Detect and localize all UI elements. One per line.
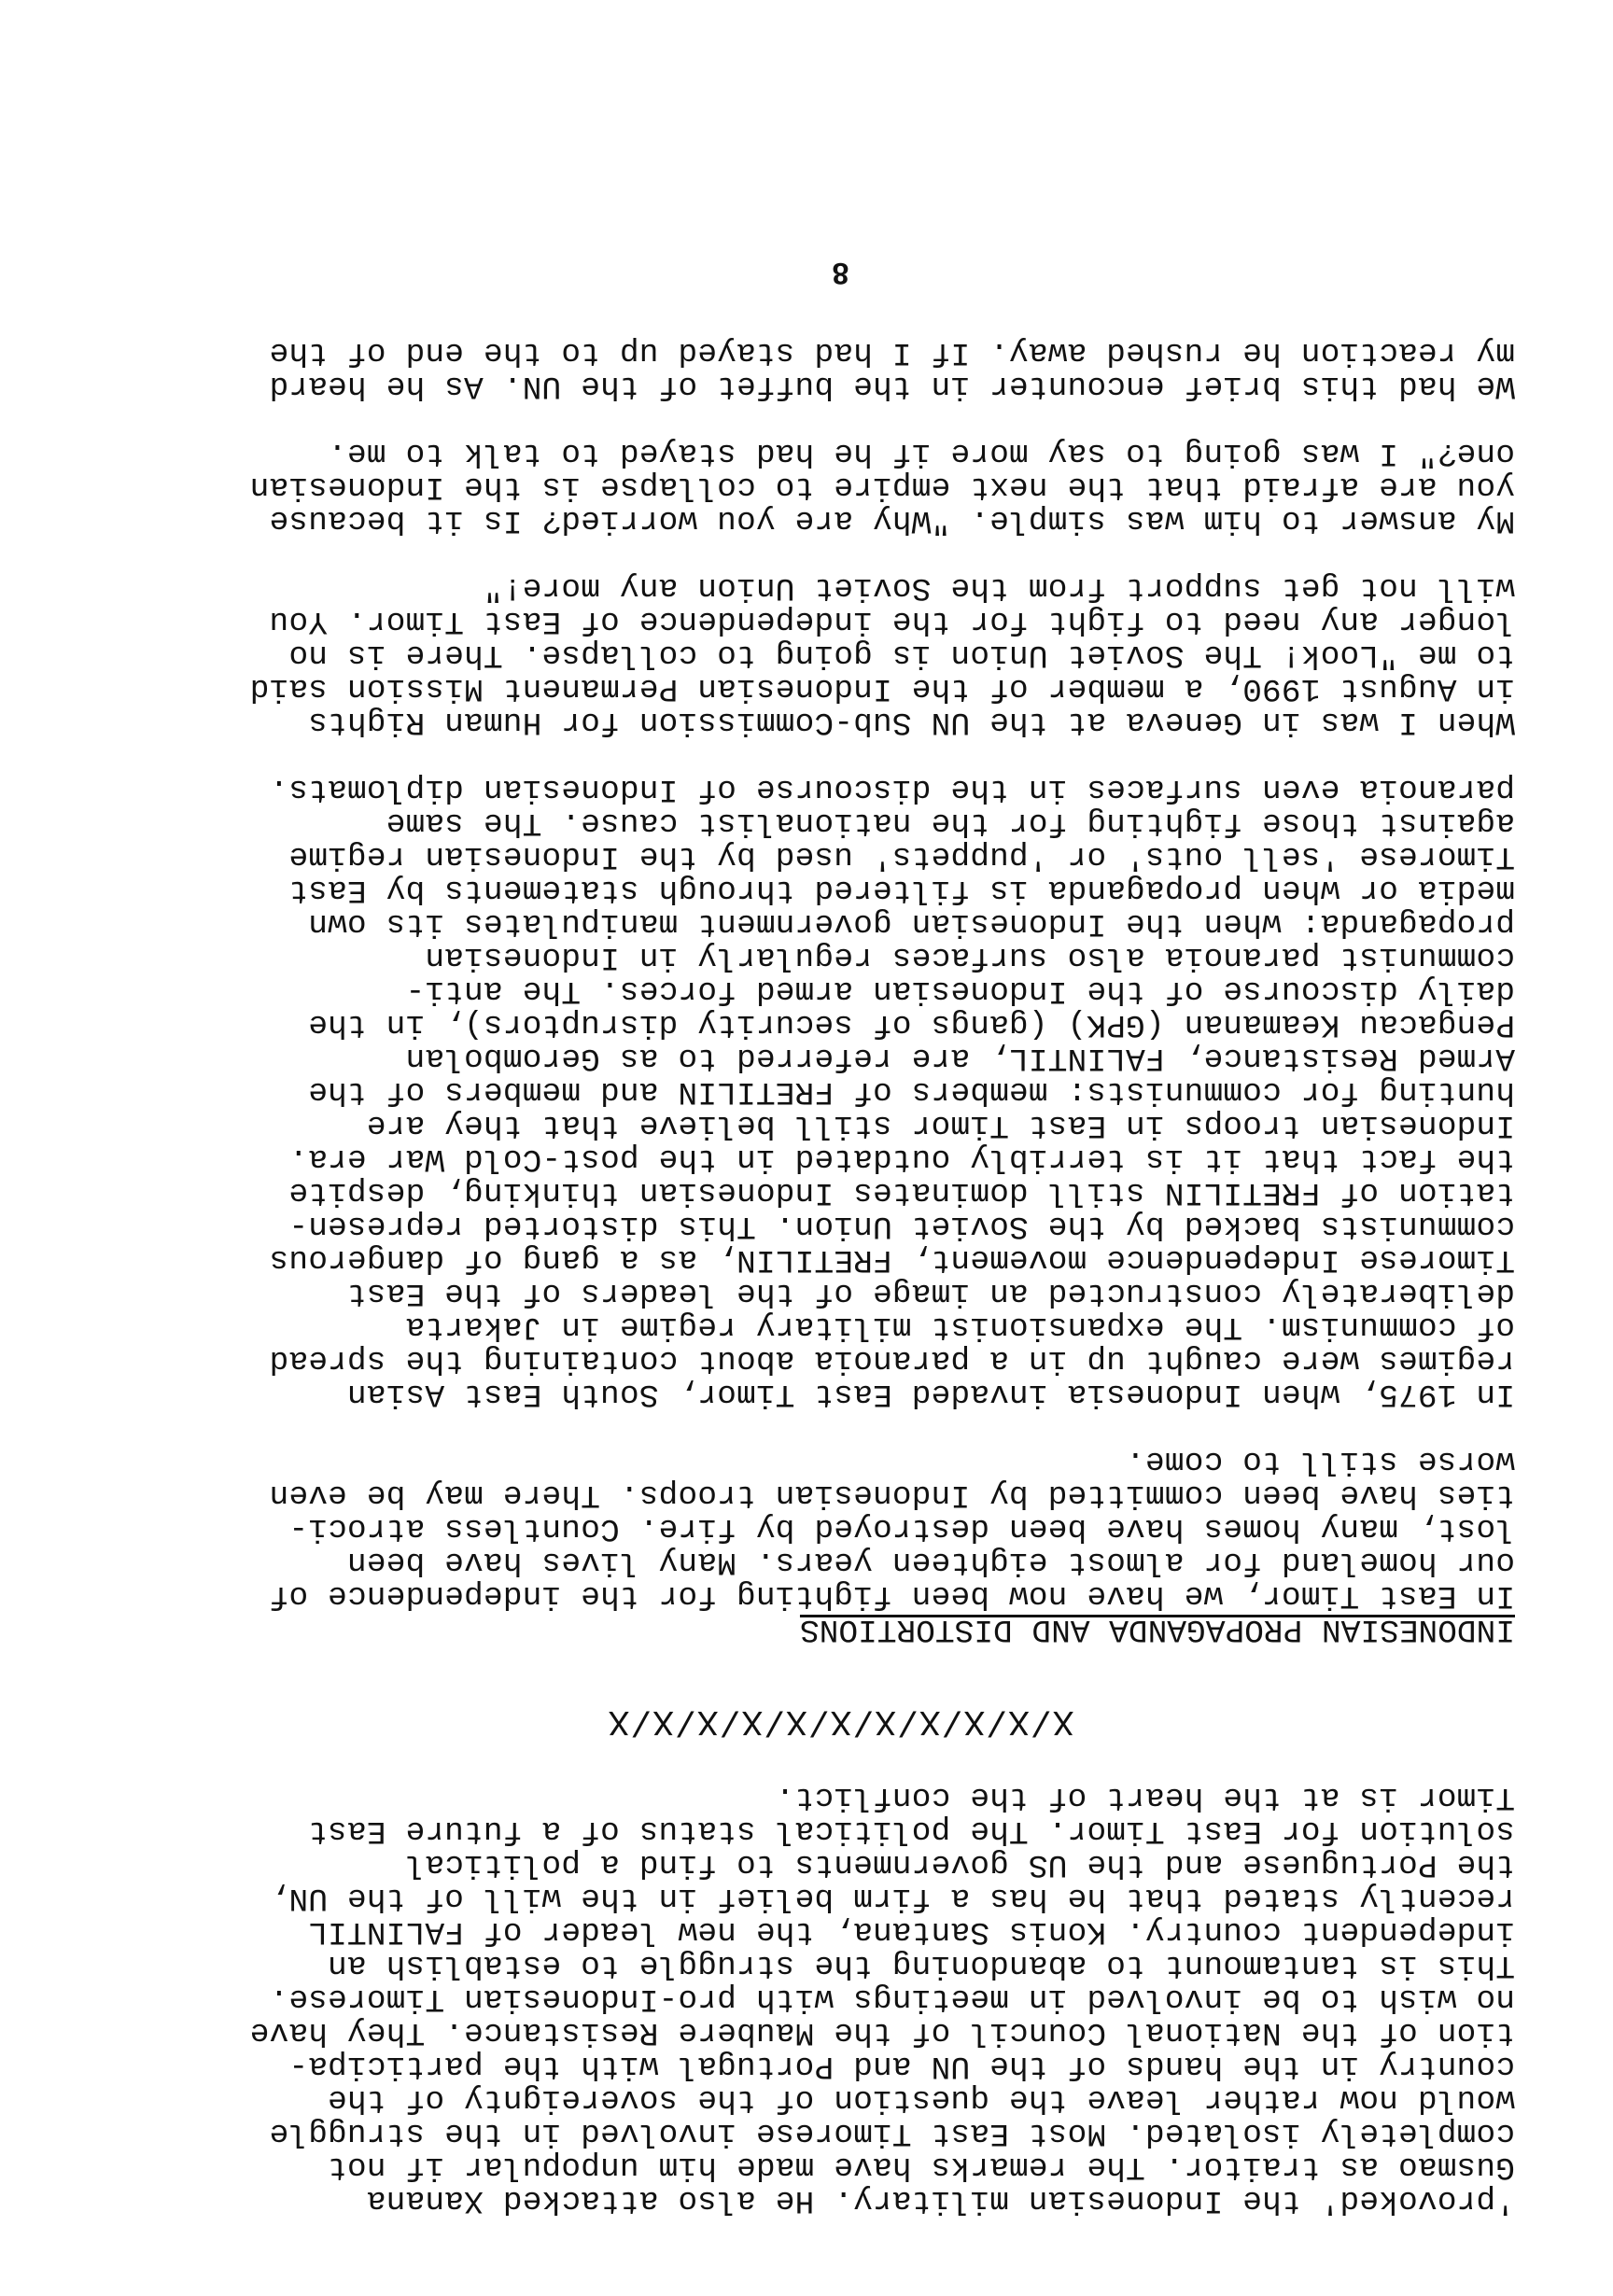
text-line: My answer to him was simple. "Why are you worried? Is it because xyxy=(269,502,1515,539)
text-line: the fact that it is terribly outdated in the post-Cold War era. xyxy=(288,1141,1515,1177)
paragraph-answer xyxy=(166,436,1515,537)
text-line: We had this brief encounter in the buffet of the UN. As he heard xyxy=(269,368,1515,404)
text-line: This is tantamount to abandoning the struggle to establish an xyxy=(327,1947,1515,1983)
text-line: daily discourse of the Indonesian armed forces. The anti- xyxy=(405,973,1515,1009)
text-line: 'provoked' the Indonesian military. He also attacked Xanana xyxy=(366,2182,1515,2219)
text-line: no wish to be involved in meetings with pro-Indonesian Timorese. xyxy=(269,1981,1515,2017)
text-line: against those fighting for the nationalist cause. The same xyxy=(386,805,1515,841)
text-line: my reaction he rushed away. If I had stayed up to the end of the xyxy=(269,334,1515,371)
page-content xyxy=(166,257,1515,2217)
text-line: deliberately constructed an image of the leaders of the East xyxy=(346,1275,1515,1311)
text-line: ties have been committed by Indonesian troops. There may be even xyxy=(269,1477,1515,1513)
text-line: independent country. Konis Santana, the new leader of FALINTIL xyxy=(308,1913,1515,1950)
text-line: media or when propaganda is filtered through statements by East xyxy=(288,872,1515,908)
text-line: country in the hands of the UN and Portugal with the participa- xyxy=(288,2048,1515,2084)
text-line: our homeland for almost eighteen years. Many lives have been xyxy=(346,1544,1515,1580)
paragraph-intro xyxy=(166,1444,1515,1612)
page-number: 8 xyxy=(832,257,849,290)
text-line: tion of the National Council of the Maubere Resistance. They have xyxy=(249,2014,1515,2051)
paragraph-1975 xyxy=(166,772,1515,1410)
text-line: In East Timor, we have now been fighting for the independence of xyxy=(269,1577,1515,1614)
text-line: Timorese 'sell outs' or 'puppets' used by the Indonesian regime xyxy=(288,838,1515,875)
text-line: of communism. The expansionist military regime in Jakarta xyxy=(405,1309,1515,1345)
text-line: recently stated that he has a firm belief in the will of the UN, xyxy=(269,1880,1515,1916)
text-line: would now rather leave the question of the sovereignty of the xyxy=(327,2081,1515,2118)
section-heading-wrap xyxy=(166,1612,1515,1645)
text-line: solution for East Timor. The political status of a future East xyxy=(308,1813,1515,1849)
text-line: lost, many homes have been destroyed by fire. Countless atroci- xyxy=(288,1510,1515,1547)
section-heading: INDONESIAN PROPAGANDA AND DISTORTIONS xyxy=(799,1611,1515,1647)
text-line: Gusmao as traitor. The remarks have made him unpopular if not xyxy=(327,2149,1515,2185)
text-line: Indonesian troops in East Timor still believe that they are xyxy=(366,1107,1515,1143)
text-line: Pengacau Keamanan (GPK) (gangs of security disruptors), in the xyxy=(308,1006,1515,1043)
text-line: in August 1990, a member of the Indonesian Permanent Mission said xyxy=(249,670,1515,707)
text-line: to me "Look! The Soviet Union is going to collapse. There is no xyxy=(288,637,1515,673)
text-line: Timorese Independence movement, FRETILIN, as a gang of dangerous xyxy=(269,1241,1515,1278)
text-line: the Portuguese and the US governments to find a political xyxy=(405,1846,1515,1883)
text-line: hunting for communists: members of FRETILIN and members of the xyxy=(308,1073,1515,1110)
paragraph-continuation xyxy=(166,1780,1515,2217)
text-line: longer any need to fight for the independence of East Timor. You xyxy=(269,603,1515,639)
text-line: paranoia even surfaces in the discourse of Indonesian diplomats. xyxy=(269,771,1515,807)
text-line: completely isolated. Most East Timorese involved in the struggle xyxy=(269,2115,1515,2151)
text-line: When I was in Geneva at the UN Sub-Commission for Human Rights xyxy=(308,704,1515,740)
text-line: you are afraid that the next empire to collapse is the Indonesian xyxy=(249,469,1515,505)
text-line: worse still to come. xyxy=(1125,1443,1515,1479)
text-line: Armed Resistance, FALINTIL, are referred to as Gerombolan xyxy=(405,1040,1515,1076)
text-line: Timor is at the heart of the conflict. xyxy=(775,1779,1515,1815)
text-line: regimes were caught up in a paranoia about containing the spread xyxy=(269,1342,1515,1379)
text-line: propaganda: when the Indonesian government manipulates its own xyxy=(308,905,1515,942)
text-line: In 1975, when Indonesia invaded East Timor, South East Asian xyxy=(346,1376,1515,1412)
text-line: communist paranoia also surfaces regularly in Indonesian xyxy=(425,939,1515,975)
text-line: communists backed by the Soviet Union. This distorted represen- xyxy=(288,1208,1515,1244)
paragraph-geneva xyxy=(166,570,1515,738)
text-line: will not get support from the Soviet Union any more!" xyxy=(483,569,1515,606)
text-line: tation of FRETILIN still dominates Indonesian thinking, despite xyxy=(288,1174,1515,1211)
paragraph-encounter xyxy=(166,335,1515,402)
section-separator: X/X/X/X/X/X/X/X/X/X/X xyxy=(607,1701,1074,1741)
text-line: one?" I was going to say more if he had stayed to talk to me. xyxy=(327,435,1515,471)
